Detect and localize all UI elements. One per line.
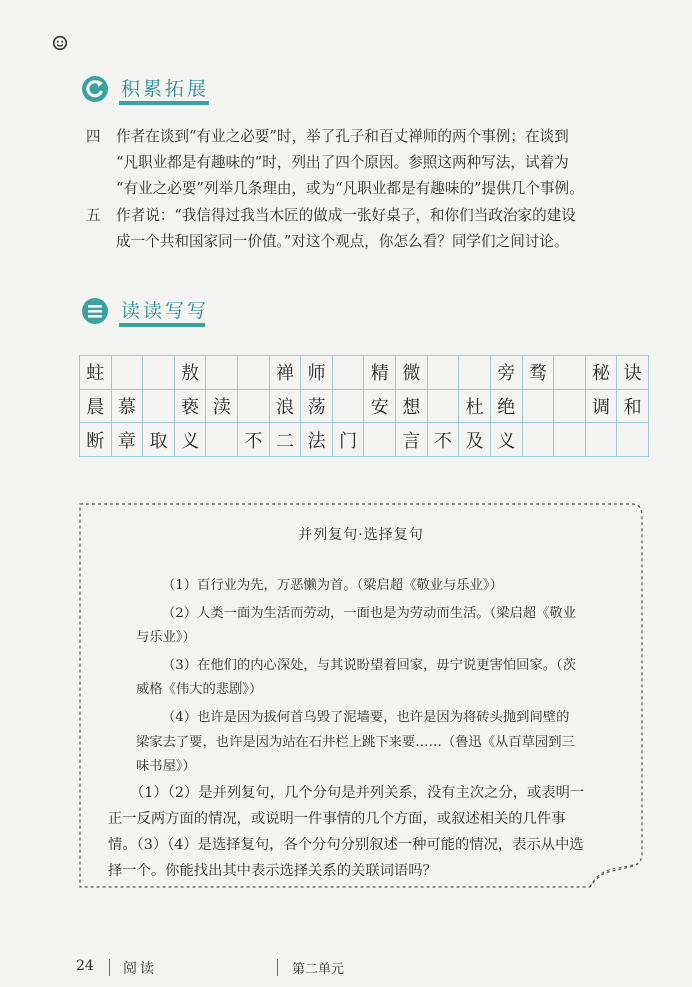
footer-section: 阅读 <box>123 961 157 977</box>
grid-cell <box>238 356 270 390</box>
grid-cell <box>554 389 586 423</box>
grid-cell: 旁 <box>490 356 522 390</box>
grid-cell <box>238 389 270 423</box>
grid-cell <box>459 356 491 390</box>
grid-cell: 秘 <box>585 356 617 390</box>
grid-cell: 渎 <box>206 389 238 423</box>
exercise-line: 作者在谈到“有业之必要”时，举了孔子和百丈禅师的两个事例；在谈到 <box>116 128 569 145</box>
grid-cell <box>143 356 175 390</box>
grid-cell: 义 <box>174 423 206 457</box>
box-title: 并列复句·选择复句 <box>298 527 424 543</box>
grid-cell <box>332 389 364 423</box>
example-line: 与乐业》） <box>136 630 196 645</box>
grid-cell: 想 <box>396 389 428 423</box>
explanation-line: 择一个。你能找出其中表示选择关系的关联词语吗？ <box>108 863 437 879</box>
grid-cell <box>206 423 238 457</box>
section-underline <box>119 323 205 327</box>
example-line: （4）也许是因为拔何首乌毁了泥墙要，也许是因为将砖头抛到间壁的 <box>162 710 570 725</box>
example-line: （1）百行业为先，万恶懒为首。（梁启超《敬业与乐业》） <box>162 578 503 593</box>
grid-cell: 师 <box>301 356 333 390</box>
example-line: 梁家去了要，也许是因为站在石井栏上跳下来要……（鲁迅《从百草园到三 <box>136 735 575 750</box>
grid-cell <box>427 389 459 423</box>
grid-cell: 亵 <box>174 389 206 423</box>
grid-cell: 敖 <box>174 356 206 390</box>
grid-cell <box>427 356 459 390</box>
grid-cell <box>522 423 554 457</box>
grid-cell: 调 <box>585 389 617 423</box>
grid-row <box>80 389 649 423</box>
grid-cell: 诀 <box>617 356 649 390</box>
grid-cell <box>206 356 238 390</box>
grid-cell: 安 <box>364 389 396 423</box>
footer-unit: 第二单元 <box>292 962 345 977</box>
example-line: 味书屋》） <box>136 759 196 774</box>
grid-cell <box>332 356 364 390</box>
grid-cell <box>617 423 649 457</box>
footer-divider <box>109 959 110 976</box>
grid-row <box>80 356 649 390</box>
grid-cell <box>554 423 586 457</box>
grid-cell <box>111 356 143 390</box>
page-number: 24 <box>76 958 94 974</box>
footer-divider <box>277 959 278 976</box>
explanation-line: 情。（3）（4）是选择复句，各个分句分别叙述一种可能的情况，表示从中选 <box>108 837 584 853</box>
grid-cell: 门 <box>332 423 364 457</box>
grid-cell: 及 <box>459 423 491 457</box>
grid-cell <box>522 389 554 423</box>
grid-cell: 章 <box>111 423 143 457</box>
grid-cell: 法 <box>301 423 333 457</box>
exercise-line: “凡职业都是有趣味的”时，列出了四个原因。参照这两种写法，试着为 <box>116 154 569 171</box>
grid-cell: 晨 <box>80 389 112 423</box>
list-menu-icon <box>80 296 110 326</box>
grid-cell <box>554 356 586 390</box>
grid-cell: 骛 <box>522 356 554 390</box>
exercise-line: 作者说：“我信得过我当木匠的做成一张好桌子，和你们当政治家的建设 <box>116 207 576 224</box>
grid-cell: 二 <box>269 423 301 457</box>
exercise-line: “有业之必要”列举几条理由，或为“凡职业都是有趣味的”提供几个事例。 <box>116 180 584 197</box>
grid-cell <box>143 389 175 423</box>
character-grid <box>79 355 649 457</box>
smiley-icon <box>52 35 68 51</box>
grid-cell: 言 <box>396 423 428 457</box>
explanation-line: 正一反两方面的情况，或说明一件事情的几个方面，或叙述相关的几件事 <box>108 811 566 827</box>
grammar-box <box>78 502 644 889</box>
example-line: （2）人类一面为生活而劳动，一面也是为劳动而生活。（梁启超《敬业 <box>162 606 577 621</box>
grid-cell: 浪 <box>269 389 301 423</box>
grid-cell: 精 <box>364 356 396 390</box>
section-title-read-write: 读读写写 <box>121 300 210 322</box>
grid-cell: 杜 <box>459 389 491 423</box>
exercise-number: 四 <box>86 128 101 145</box>
exercise-line: 成一个共和国家同一价值。”对这个观点，你怎么看？同学们之间讨论。 <box>116 233 569 250</box>
grid-cell: 不 <box>427 423 459 457</box>
grid-cell: 慕 <box>111 389 143 423</box>
grid-cell: 禅 <box>269 356 301 390</box>
exercise-number: 五 <box>86 207 101 224</box>
grid-cell: 义 <box>490 423 522 457</box>
grid-cell: 微 <box>396 356 428 390</box>
grid-cell <box>364 423 396 457</box>
explanation-line: （1）（2）是并列复句，几个分句是并列关系，没有主次之分，或表明一 <box>130 785 585 801</box>
grid-row <box>80 423 649 457</box>
grid-cell: 蛀 <box>80 356 112 390</box>
grid-cell: 绝 <box>490 389 522 423</box>
grid-cell: 荡 <box>301 389 333 423</box>
grid-cell: 和 <box>617 389 649 423</box>
grid-cell: 取 <box>143 423 175 457</box>
example-line: 威格《伟大的悲剧》） <box>136 682 263 697</box>
example-line: （3）在他们的内心深处，与其说盼望着回家，毋宁说更害怕回家。（茨 <box>162 658 577 673</box>
section-title-accumulate: 积累拓展 <box>121 78 210 100</box>
section-underline <box>119 101 209 105</box>
exercise-5 <box>86 203 646 255</box>
grid-cell <box>585 423 617 457</box>
grid-cell: 断 <box>80 423 112 457</box>
exercise-4 <box>86 124 646 202</box>
refresh-arrow-icon <box>80 74 110 104</box>
grid-cell: 不 <box>238 423 270 457</box>
